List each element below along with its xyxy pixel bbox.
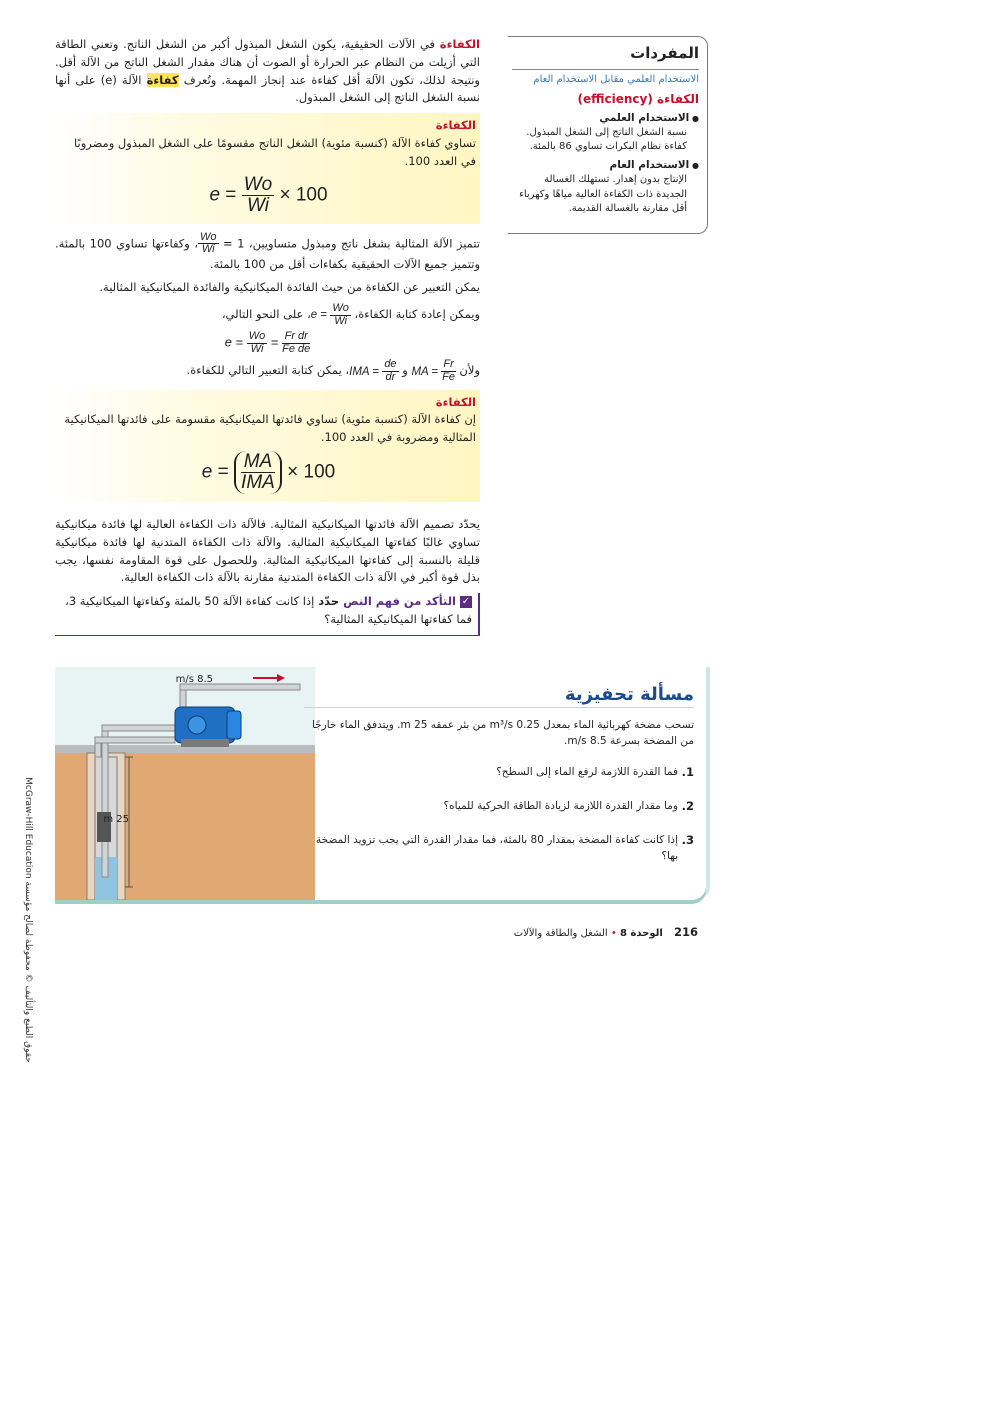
vocab-subtitle: الاستخدام العلمي مقابل الاستخدام العام: [533, 73, 699, 85]
wo-over-wi: $\frac{Wo}{Wi}$: [243, 173, 273, 216]
box2-title: الكفاءة: [435, 394, 476, 409]
challenge-intro: تسحب مضخة كهربائية الماء بمعدل 0.25 m³/s من بئر عمقه 25 m. ويتدفق الماء خارجًا من المضخة بسرعة 8.5 m/s.: [311, 719, 694, 748]
vocab-title: المفردات: [512, 43, 699, 70]
question-1: 1. فما القدرة اللازمة لرفع الماء إلى السطح؟: [496, 764, 694, 779]
page-footer: [512, 924, 698, 942]
common-use-heading: ● الاستخدام العام: [512, 158, 699, 173]
since-paragraph: ولأن MA = $\frac{Fr}{Fe}$ و IMA = $\frac{de}{dr}$ ، يمكن كتابة التعبير التالي للكفاءة.: [186, 358, 480, 384]
box1-text: تساوي كفاءة الآلة (كنسبة مئوية) الشغل الناتج مقسومًا على الشغل المبذول ومضروبًا في العدد 100.: [73, 136, 476, 168]
design-paragraph: يحدّد تصميم الآلة فائدتها الميكانيكية المثالية. فالآلة ذات الكفاءة العالية لها فائدة ميكانيكية تساوي غالبًا كفاءتها الميكانيكية المثالية. والآلة ذات الكفاءة المتدنية لها فائدة ميكانيكية قليلة بالنسبة إلى كفاءتها الميكانيكية المثالية. وللحصول على قوة المقاومة نفسها، يجب بذل قوة أكبر في الآلة ذات الكفاءة المتدنية مقارنة بالآلة ذات الكفاءة العالية.: [55, 516, 480, 585]
efficiency-term: الكفاءة: [439, 37, 480, 51]
efficiency-definition-box: [55, 113, 480, 223]
challenge-problem: [55, 667, 706, 900]
scientific-use-body: نسبة الشغل الناتج إلى الشغل المبذول. كفاءة نظام البكرات تساوي 86 بالمئة.: [526, 126, 687, 153]
pump-well-illustration: [55, 667, 315, 900]
unit-title: الشغل والطاقة والآلات: [513, 928, 608, 939]
vocab-term: الكفاءة (efficiency): [577, 92, 699, 107]
check-verb: حدّد: [314, 594, 344, 609]
scientific-use-heading: ● الاستخدام العلمي: [512, 111, 699, 126]
main-column: [55, 36, 480, 636]
intro-text-1: في الآلات الحقيقية، يكون الشغل المبذول أكبر من الشغل الناتج. وتعني الطاقة التي أزيلت من النظام عبر الحرارة أو الصوت أن هناك مقدار الشغل الناتج من الآلة أقل. ونتيجة لذلك، تكون الآلة أقل كفاءة عند إنجاز المهمة. وتُعرف: [55, 37, 480, 87]
rewrite-paragraph: ويمكن إعادة كتابة الكفاءة، e = $\frac{Wo}{Wi}$ ، على النحو التالي،: [221, 302, 480, 327]
ideal-machine-paragraph: تتميز الآلة المثالية بشغل ناتج ومبذول متساويين، 1 = $\frac{Wo}{Wi}$ ، وكفاءتها تساوي 100 بالمئة. وتتميز جميع الآلات الحقيقية بكفاءات أقل من 100 بالمئة.: [55, 230, 480, 271]
intro-text-2: الآلة (e) على أنها نسبة الشغل الناتج إلى الشغل المبذول.: [55, 72, 480, 105]
wo-over-wi-inline: $\frac{Wo}{Wi}$: [200, 230, 217, 256]
depth-label: 25 m: [103, 814, 129, 825]
efficiency-ma-box: [55, 390, 480, 502]
efficiency-work-equation: e = $\frac{Wo}{Wi}$ × 100: [209, 173, 328, 216]
pump-motor: [175, 707, 241, 747]
efficiency-ma-equation: e = $\frac{MA}{\text{IMA}}$ × 100: [201, 451, 336, 493]
checkbox-icon: ✓: [461, 595, 471, 607]
efficiency-highlight: كفاءة: [146, 72, 179, 87]
check-question: إذا كانت كفاءة الآلة 50 بالمئة وكفاءتها الميكانيكية 3، فما كفاءتها الميكانيكية المثالية؟: [65, 594, 472, 626]
page-number: 216: [673, 925, 698, 939]
footer-bullet: •: [610, 928, 617, 939]
unit-label: الوحدة 8: [620, 928, 663, 939]
copyright-notice: حقوق الطبع والتأليف © محفوظة لصالح مؤسسة McGraw-Hill Education: [22, 777, 33, 1063]
efficiency-force-equation: e = $\frac{Wo}{Wi}$ = $\frac{\text{Fr dr}}{\text{Fe de}}$: [224, 330, 311, 355]
flow-speed-label: 8.5 m/s: [175, 674, 213, 685]
challenge-divider: [304, 707, 694, 708]
reading-check: [55, 593, 480, 636]
common-use-body: الإنتاج بدون إهدار. تستهلك الغسالة الجديدة ذات الكفاءة العالية مياهًا وكهرباء أقل مقارنة بالغسالة القديمة.: [519, 174, 687, 215]
box2-text: إن كفاءة الآلة (كنسبة مئوية) تساوي فائدتها الميكانيكية مقسومة على فائدتها الميكانيكية المثالية ومضروبة في العدد 100.: [64, 412, 476, 445]
challenge-body: [304, 717, 694, 865]
challenge-title: مسألة تحفيزية: [564, 684, 694, 705]
question-2: 2. وما مقدار القدرة اللازمة لزيادة الطاقة الحركية للمياه؟: [443, 798, 694, 813]
box1-title: الكفاءة: [435, 118, 476, 133]
check-title: التأكد من فهم النص: [343, 594, 456, 609]
intro-paragraph: [55, 36, 480, 107]
express-paragraph: يمكن التعبير عن الكفاءة من حيث الفائدة الميكانيكية والفائدة الميكانيكية المثالية.: [99, 280, 480, 295]
vocabulary-sidebar: [508, 36, 708, 234]
question-3: 3. إذا كانت كفاءة المضخة بمقدار 80 بالمئة، فما مقدار القدرة التي يجب تزويد المضخة بها؟: [316, 833, 694, 863]
